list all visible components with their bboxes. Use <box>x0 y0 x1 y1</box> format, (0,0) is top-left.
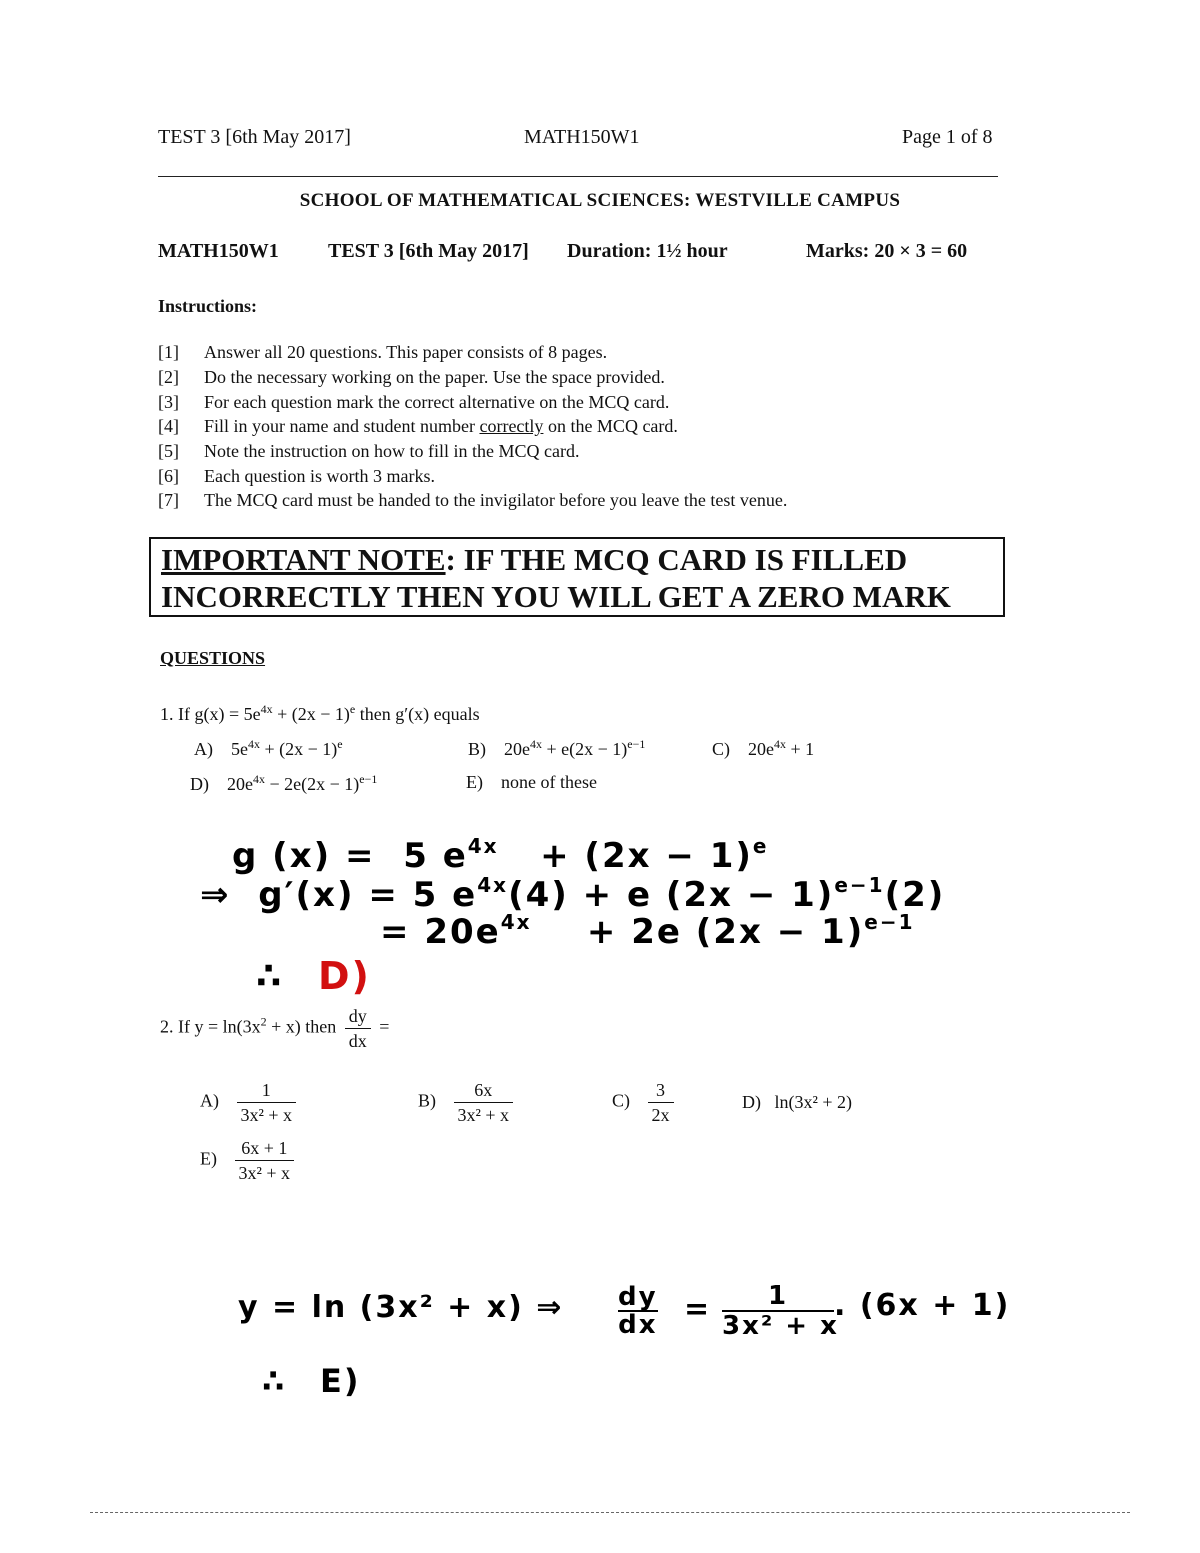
questions-heading: QUESTIONS <box>160 648 266 668</box>
instruction-5: [5] Note the instruction on how to fill in the MCQ card. <box>158 441 580 461</box>
q1-work-line1: g (x) = 5 $e^{4x}$ + $(2x - 1)^e$ <box>232 834 769 876</box>
q1-option-e[interactable]: E) none of these <box>466 772 597 792</box>
q1-work-line3: = $20e^{4x}$ + 2e $(2x - 1)^{e-1}$ <box>380 910 915 952</box>
instruction-1: [1] Answer all 20 questions. This paper consists of 8 pages. <box>158 342 608 362</box>
instruction-2: [2] Do the necessary working on the paper. Use the space provided. <box>158 367 665 387</box>
question-1-text: 1. If $g(x) = 5e^{4x} + (2x - 1)^e$ then g′(x) equals <box>160 702 480 724</box>
question-2-text: 2. If $y = \ln(3x^2 + x)$ then $\frac{dy}{dx}$ = <box>160 1006 390 1051</box>
q1-option-c[interactable]: C) $20e^{4x} + 1$ <box>712 737 815 759</box>
instruction-4: [4] Fill in your name and student number correctly on the MCQ card. <box>158 416 678 436</box>
q1-option-d[interactable]: D) $20e^{4x} - 2e(2x - 1)^{e-1}$ <box>190 772 378 794</box>
q2-work-fraction: 1 3x² + x <box>722 1281 839 1341</box>
q1-option-b[interactable]: B) $20e^{4x} + e(2x - 1)^{e-1}$ <box>468 737 646 759</box>
q2-option-c[interactable]: C) $\frac{3}{2x}$ <box>612 1078 678 1127</box>
instructions-title: Instructions: <box>158 296 258 316</box>
dy-dx-fraction: $\frac{dy}{dx}$ <box>345 1004 371 1053</box>
q2-work-tail: . (6x + 1) <box>834 1288 1011 1323</box>
course-code: MATH150W1 <box>158 240 279 262</box>
duration: Duration: 1½ hour <box>567 240 728 262</box>
instruction-3: [3] For each question mark the correct alternative on the MCQ card. <box>158 392 670 412</box>
q2-option-e[interactable]: E) $\frac{6x + 1}{\text{3x² + x}}$ <box>200 1136 298 1185</box>
header-center: MATH150W1 <box>524 126 640 148</box>
instruction-6: [6] Each question is worth 3 marks. <box>158 466 435 486</box>
q2-therefore: ∴ <box>262 1362 287 1400</box>
q2-option-b[interactable]: B) $\frac{6x}{\text{3x² + x}}$ <box>418 1078 517 1127</box>
header-right: Page 1 of 8 <box>902 126 993 148</box>
important-note-box: IMPORTANT NOTE: IF THE MCQ CARD IS FILLED INCORRECTLY THEN YOU WILL GET A ZERO MARK <box>149 537 1005 617</box>
q1-answer: D) <box>318 954 371 998</box>
instruction-7: [7] The MCQ card must be handed to the invigilator before you leave the test venue. <box>158 490 788 510</box>
q2-work-equals: = <box>684 1292 712 1327</box>
q2-option-a[interactable]: A) $\frac{1}{\text{3x² + x}}$ <box>200 1078 300 1127</box>
q1-work-line2: ⇒ g′(x) = 5 $e^{4x}(4) + e$ $(2x - 1)^{e-1}(2)$ <box>200 873 946 915</box>
marks: Marks: 20 × 3 = 60 <box>806 240 968 262</box>
q1-therefore: ∴ <box>256 956 284 997</box>
header-left: TEST 3 [6th May 2017] <box>158 126 351 148</box>
test-date: TEST 3 [6th May 2017] <box>328 240 529 262</box>
q2-work-dydx: dy dx <box>618 1282 658 1340</box>
q2-answer: E) <box>320 1362 361 1400</box>
school-title: SCHOOL OF MATHEMATICAL SCIENCES: WESTVILLE CAMPUS <box>299 190 901 211</box>
q1-option-a[interactable]: A) $5e^{4x} + (2x - 1)^e$ <box>194 737 343 759</box>
page-bottom-dashes <box>90 1512 1130 1513</box>
q2-option-d[interactable]: D) ln(3x² + 2) <box>742 1092 853 1112</box>
q2-work-lhs: y = ln (3x² + x) ⇒ <box>238 1290 564 1325</box>
header-rule <box>158 176 998 177</box>
